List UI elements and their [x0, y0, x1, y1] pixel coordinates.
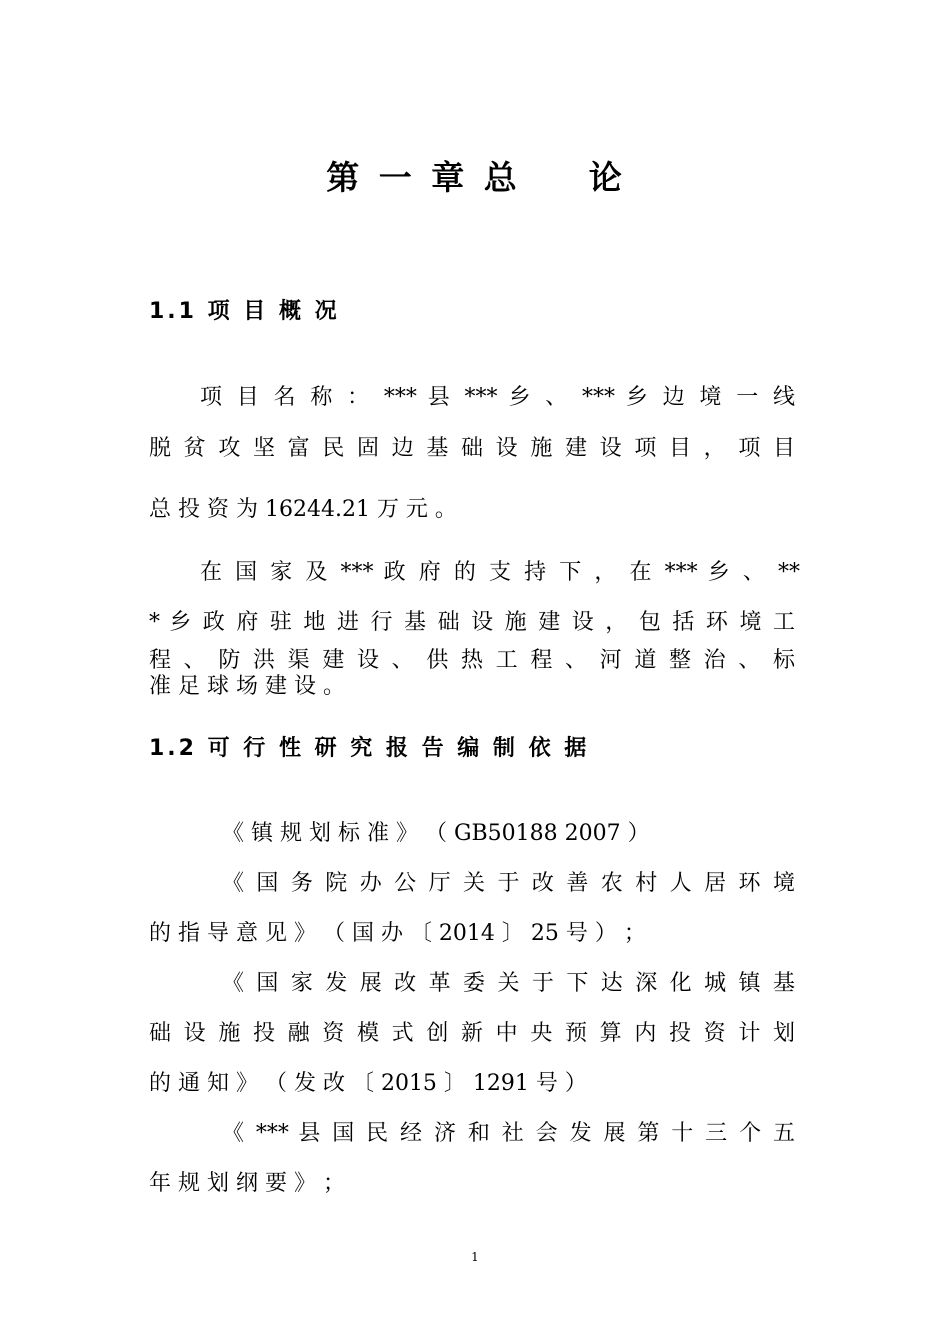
project-scope-line-3: 程 、 防 洪 渠 建 设 、 供 热 工 程 、 河 道 整 治 、 标	[149, 648, 795, 673]
project-name-line-1: 项 目 名 称 ： *** 县 *** 乡 、 *** 乡 边 境 一 线	[200, 385, 795, 410]
project-scope-line-4: 准 足 球 场 建 设 。	[149, 674, 345, 699]
chapter-title: 第 一 章 总 论	[326, 158, 624, 197]
section-heading-1-2: 1.2 可 行 性 研 究 报 告 编 制 依 据	[149, 736, 590, 761]
project-name-line-3: 总 投 资 为 16244.21 万 元 。	[149, 497, 457, 522]
reference-item-continued: 年 规 划 纲 要 》 ；	[149, 1171, 345, 1196]
project-scope-line-1: 在 国 家 及 *** 政 府 的 支 持 下 ， 在 *** 乡 、 **	[200, 560, 800, 585]
project-name-line-2: 脱 贫 攻 坚 富 民 固 边 基 础 设 施 建 设 项 目 ， 项 目	[149, 436, 795, 461]
section-heading-1-1: 1.1 项 目 概 况	[149, 299, 340, 324]
reference-item: 《 *** 县 国 民 经 济 和 社 会 发 展 第 十 三 个 五	[222, 1121, 795, 1146]
reference-item: 《 国 务 院 办 公 厅 关 于 改 善 农 村 人 居 环 境	[222, 871, 795, 896]
reference-item-continued: 础 设 施 投 融 资 模 式 创 新 中 央 预 算 内 投 资 计 划	[149, 1021, 795, 1046]
reference-item: 《 镇 规 划 标 准 》 （ GB50188 2007 ）	[222, 821, 650, 846]
page-number: 1	[471, 1250, 479, 1264]
project-scope-line-2: * 乡 政 府 驻 地 进 行 基 础 设 施 建 设 ， 包 括 环 境 工	[149, 610, 795, 635]
reference-item: 《 国 家 发 展 改 革 委 关 于 下 达 深 化 城 镇 基	[222, 971, 795, 996]
reference-item-continued: 的 通 知 》 （ 发 改 〔 2015 〕 1291 号 ）	[149, 1071, 587, 1096]
reference-item-continued: 的 指 导 意 见 》 （ 国 办 〔 2014 〕 25 号 ） ；	[149, 921, 646, 946]
